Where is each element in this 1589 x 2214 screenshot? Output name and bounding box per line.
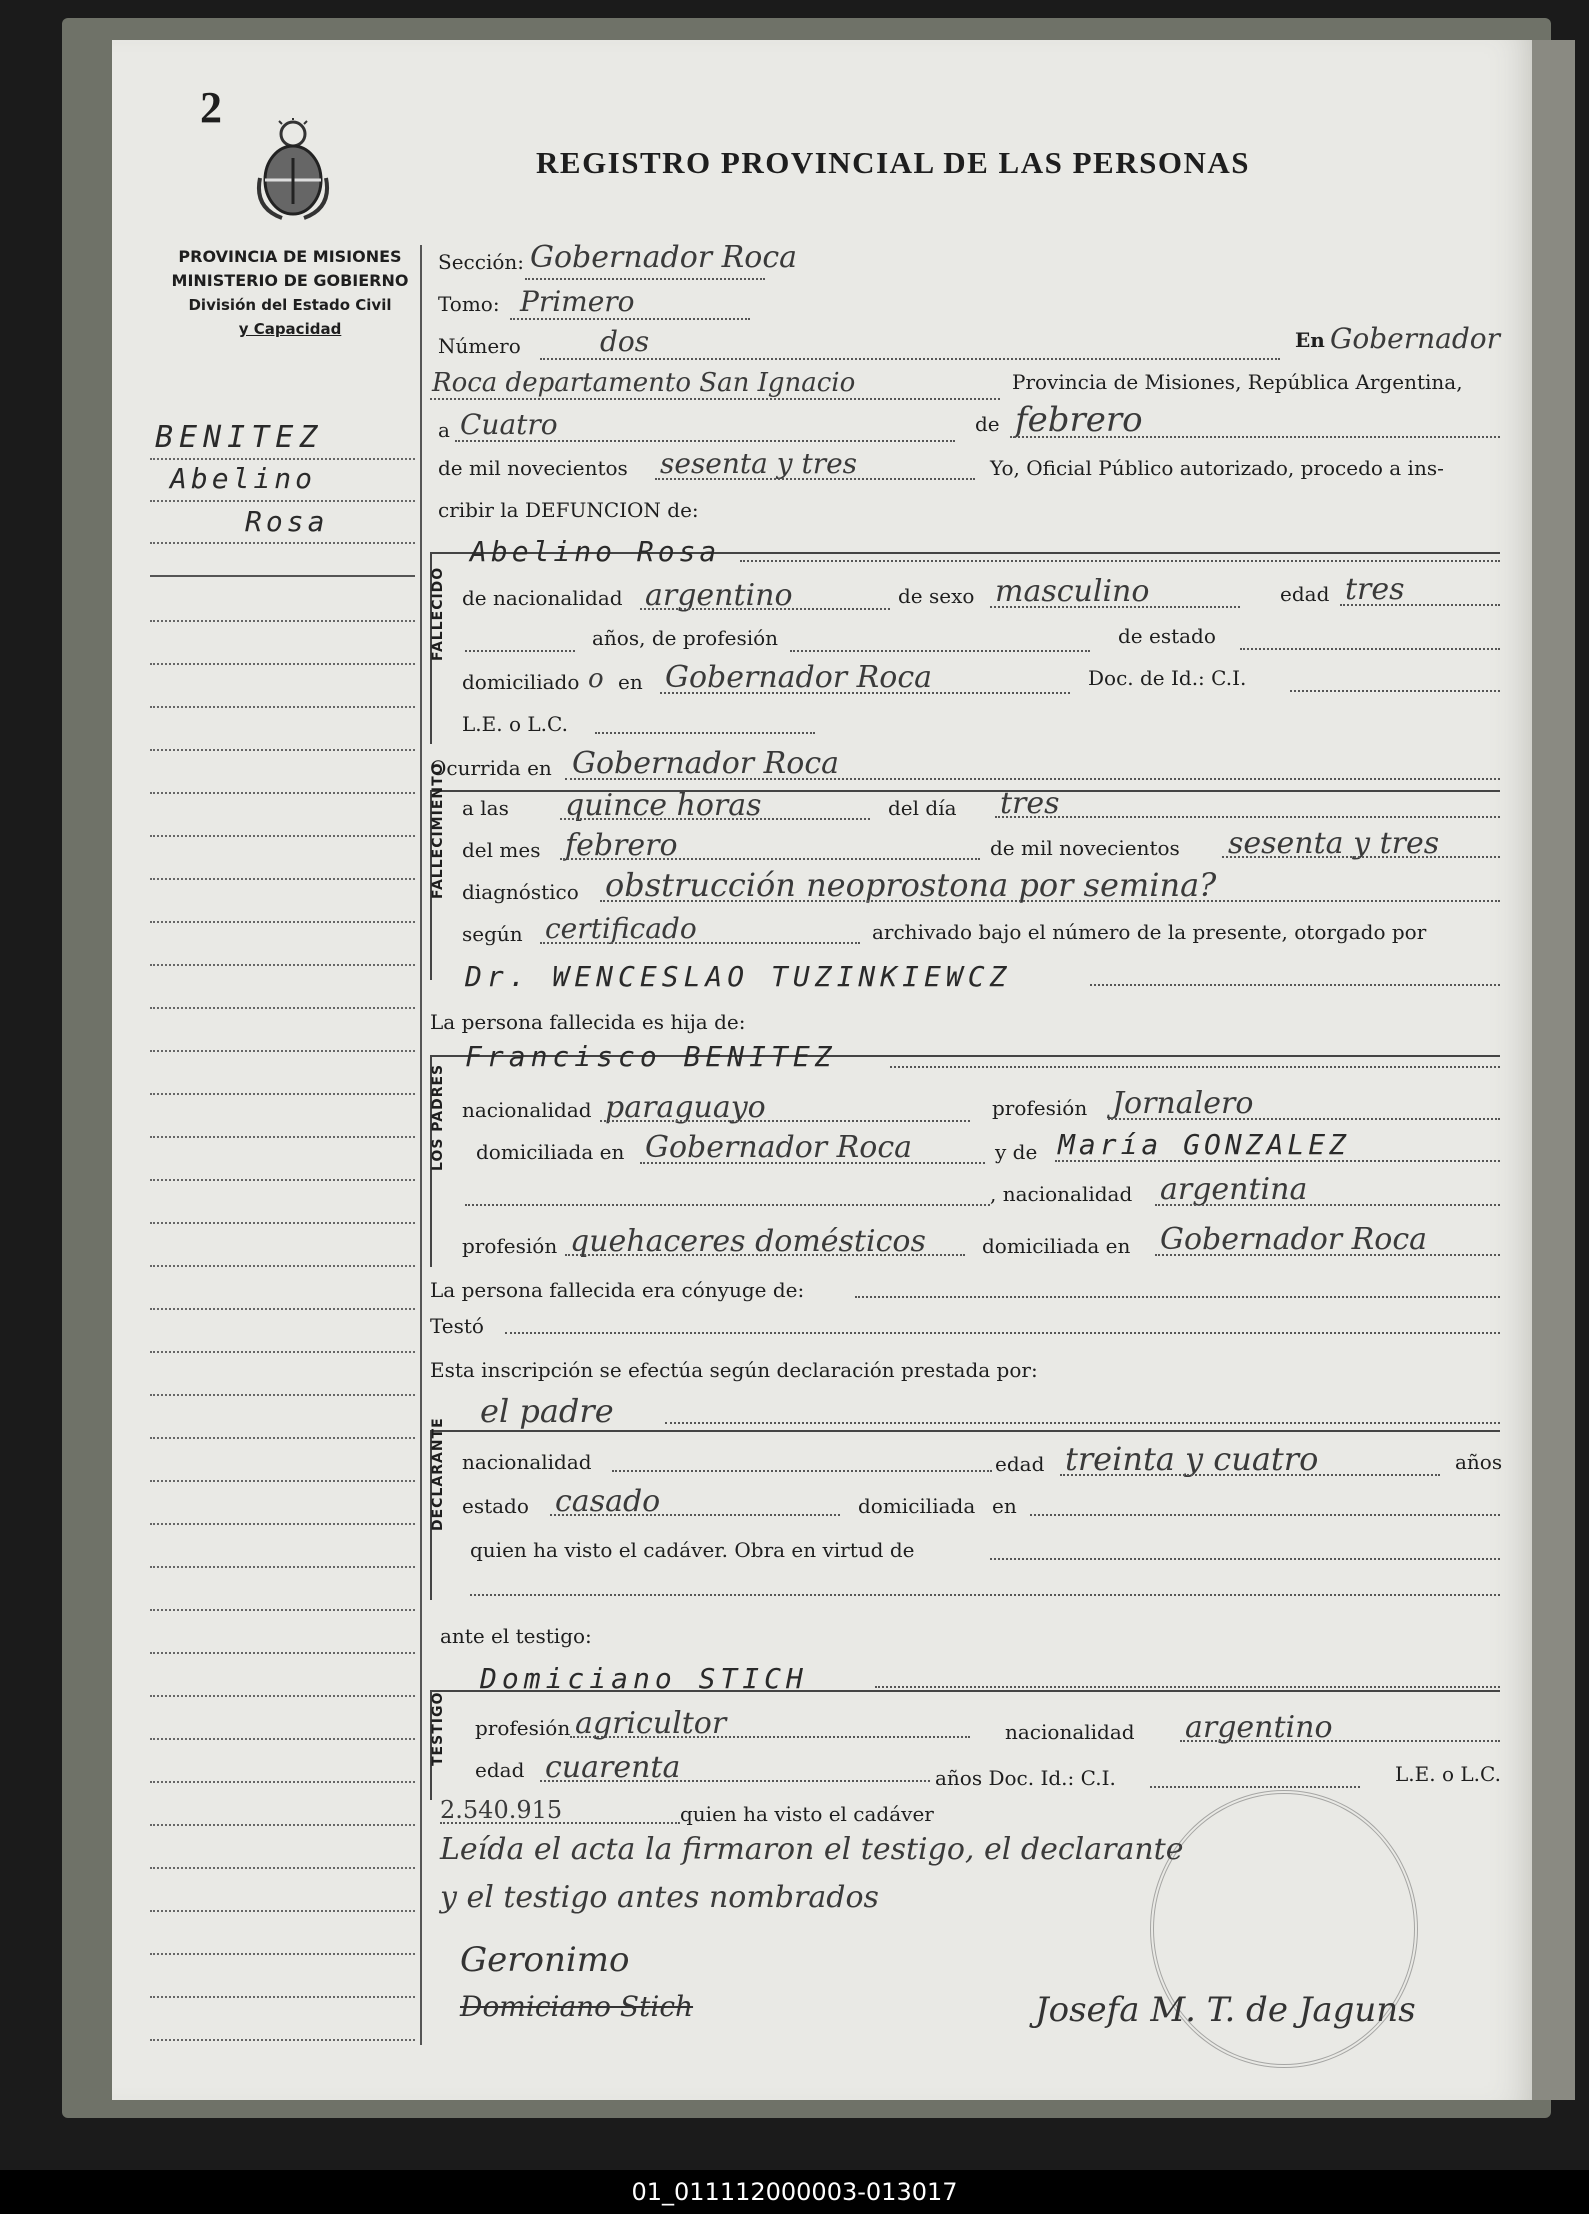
document-title: REGISTRO PROVINCIAL DE LAS PERSONAS <box>536 145 1250 180</box>
fallecido-edad-value: tres <box>1345 572 1405 607</box>
margin-line <box>150 542 415 544</box>
margin-line <box>150 1007 415 1009</box>
fallecimiento-dia-line <box>995 816 1500 818</box>
padre-domic-line <box>640 1162 985 1164</box>
closing-line-2: y el testigo antes nombrados <box>440 1880 879 1915</box>
margin-surname: BENITEZ <box>155 420 324 455</box>
declarante-estado-value: casado <box>555 1484 661 1519</box>
fallecido-prof-line <box>790 650 1090 652</box>
margin-line <box>150 835 415 837</box>
margin-line <box>150 1136 415 1138</box>
declarante-nac-label: nacionalidad <box>462 1450 592 1474</box>
margin-line <box>150 1781 415 1783</box>
declarante-domic-line <box>1030 1514 1500 1516</box>
margin-line <box>150 2039 415 2041</box>
ministry-header <box>160 245 420 341</box>
testo-line <box>505 1332 1500 1334</box>
seccion-value: Gobernador Roca <box>530 240 798 275</box>
conyuge-line <box>855 1296 1500 1298</box>
en-value: Gobernador <box>1330 322 1500 355</box>
fallecido-name-line <box>740 560 1500 562</box>
testigo-nac-value: argentino <box>1185 1710 1333 1745</box>
margin-given-1: Abelino <box>170 462 317 495</box>
fallecido-anios-line <box>465 650 575 652</box>
margin-line <box>150 1050 415 1052</box>
ocurrida-label: Ocurrida en <box>430 756 552 780</box>
fallecido-edad-line <box>1340 604 1500 606</box>
declarante-name-line <box>665 1422 1500 1424</box>
margin-line <box>150 792 415 794</box>
fallecimiento-mes-line <box>560 858 980 860</box>
ministry-line-2: MINISTERIO DE GOBIERNO <box>171 271 409 290</box>
declarante-domic-label: domiciliada <box>858 1494 976 1518</box>
book-spine <box>1530 40 1575 2100</box>
mes-line <box>1010 436 1500 438</box>
fallecido-side-label <box>430 635 446 661</box>
declarante-extra-line <box>470 1594 1500 1596</box>
declarante-estado-line <box>550 1514 840 1516</box>
fallecido-nac-line <box>640 608 890 610</box>
madre-name-line <box>1055 1160 1500 1162</box>
margin-line <box>150 1953 415 1955</box>
fallecimiento-diag-label: diagnóstico <box>462 880 579 904</box>
testigo-doc-label: años Doc. Id.: C.I. <box>935 1766 1116 1790</box>
madre-prof-value: quehaceres domésticos <box>570 1224 926 1259</box>
margin-given-2: Rosa <box>245 505 329 538</box>
de-label: de <box>975 412 1000 436</box>
testigo-prof-value: agricultor <box>575 1706 727 1741</box>
margin-line <box>150 749 415 751</box>
madre-prof-line <box>565 1254 965 1256</box>
padre-nac-line <box>600 1120 970 1122</box>
testo-label: Testó <box>430 1314 484 1338</box>
margin-line <box>150 706 415 708</box>
place-value: Roca departamento San Ignacio <box>432 368 856 398</box>
margin-line <box>150 1351 415 1353</box>
margin-rule <box>420 245 422 2045</box>
padre-nac-value: paraguayo <box>605 1090 766 1125</box>
testigo-nac-label: nacionalidad <box>1005 1720 1135 1744</box>
declarante-visto-line <box>990 1558 1500 1560</box>
testigo-doc-value: 2.540.915 <box>440 1796 563 1824</box>
fallecido-name: Abelino Rosa <box>470 535 721 568</box>
declarante-anios-label: años <box>1455 1450 1503 1474</box>
fallecimiento-alas-label: a las <box>462 796 509 820</box>
fallecido-domic-o: o <box>588 664 604 694</box>
margin-line <box>150 1480 415 1482</box>
madre-name: María GONZALEZ <box>1058 1128 1351 1161</box>
declarante-name: el padre <box>480 1392 614 1430</box>
margin-line <box>150 1523 415 1525</box>
testigo-name-line <box>875 1686 1500 1688</box>
testigo-edad-value: cuarenta <box>545 1750 681 1785</box>
closing-line-1: Leída el acta la firmaron el testigo, el declarante <box>440 1832 1184 1867</box>
fallecimiento-doctor: Dr. WENCESLAO TUZINKIEWCZ <box>465 960 1012 993</box>
declarante-side-label <box>430 1505 446 1531</box>
margin-line <box>150 620 415 622</box>
place-line <box>430 398 1000 400</box>
declarante-estado-label: estado <box>462 1494 529 1518</box>
declarante-edad-line <box>1060 1474 1440 1476</box>
fallecimiento-segun-value: certificado <box>545 912 697 945</box>
inscribir-text: cribir la DEFUNCION de: <box>438 498 699 522</box>
margin-line <box>150 500 415 502</box>
padre-name-line <box>890 1066 1500 1068</box>
dia-value: Cuatro <box>460 408 558 441</box>
testigo-nac-line <box>1180 1740 1500 1742</box>
fallecimiento-alas-line <box>560 818 870 820</box>
margin-line <box>150 1652 415 1654</box>
fallecimiento-doctor-line <box>1090 984 1500 986</box>
testigo-edad-line <box>540 1780 930 1782</box>
fallecido-le-label: L.E. o L.C. <box>462 712 568 736</box>
padres-yde-label: y de <box>995 1140 1038 1164</box>
testigo-name: Domiciano STICH <box>480 1662 808 1695</box>
fallecido-domic-line <box>660 692 1070 694</box>
fallecimiento-mes-value: febrero <box>565 828 678 863</box>
fallecido-domic-en: en <box>618 670 643 694</box>
madre-nac-line <box>1155 1204 1500 1206</box>
signature-1: Geronimo <box>460 1940 630 1980</box>
madre-prof-label: profesión <box>462 1234 558 1258</box>
fallecimiento-diag-value: obstrucción neoprostona por semina? <box>605 866 1217 904</box>
testigo-prof-line <box>570 1736 970 1738</box>
madre-nac-value: argentina <box>1160 1172 1308 1207</box>
fallecimiento-alas-value: quince horas <box>565 788 762 823</box>
margin-line <box>150 1394 415 1396</box>
declarante-top-rule <box>430 1430 1500 1432</box>
fallecimiento-segun-line <box>540 942 860 944</box>
seccion-line <box>525 278 765 280</box>
margin-line <box>150 1867 415 1869</box>
tomo-value: Primero <box>520 285 635 318</box>
tomo-line <box>510 318 750 320</box>
fallecido-domic-value: Gobernador Roca <box>665 660 933 695</box>
margin-line <box>150 1695 415 1697</box>
anio-value: sesenta y tres <box>660 447 858 480</box>
padre-prof-value: Jornalero <box>1112 1086 1254 1121</box>
padre-nac-label: nacionalidad <box>462 1098 592 1122</box>
fallecido-domic-label: domiciliado <box>462 670 580 694</box>
margin-line <box>150 1093 415 1095</box>
ocurrida-line <box>565 778 1500 780</box>
margin-line <box>150 1308 415 1310</box>
fallecido-sexo-value: masculino <box>995 574 1150 609</box>
margin-line <box>150 575 415 577</box>
fallecido-sexo-label: de sexo <box>898 584 975 608</box>
margin-line <box>150 1609 415 1611</box>
margin-line <box>150 458 415 460</box>
padres-side-label <box>430 1145 446 1171</box>
testigo-prof-label: profesión <box>475 1716 571 1740</box>
margin-line <box>150 1265 415 1267</box>
fallecido-doc-line <box>1290 690 1500 692</box>
fallecido-doc-label: Doc. de Id.: C.I. <box>1088 666 1247 690</box>
declarante-visto-text: quien ha visto el cadáver. Obra en virtud de <box>470 1538 915 1562</box>
fallecimiento-mes-label: del mes <box>462 838 541 862</box>
declarante-edad-value: treinta y cuatro <box>1065 1440 1319 1478</box>
seccion-label: Sección: <box>438 250 524 274</box>
fallecimiento-dia-label: del día <box>888 796 957 820</box>
numero-label: Número <box>438 334 521 358</box>
dia-line <box>455 440 955 442</box>
fallecido-sexo-line <box>990 606 1240 608</box>
coat-of-arms-icon <box>252 118 334 226</box>
madre-domic-line <box>1155 1254 1500 1256</box>
margin-line <box>150 1437 415 1439</box>
padres-intro: La persona fallecida es hija de: <box>430 1010 746 1034</box>
provincia-text: Provincia de Misiones, República Argentina, <box>1012 370 1463 394</box>
margin-line <box>150 1222 415 1224</box>
madre-domic-label: domiciliada en <box>982 1234 1131 1258</box>
fallecimiento-segun-label: según <box>462 922 523 946</box>
padre-name: Francisco BENITEZ <box>465 1040 837 1073</box>
numero-line <box>540 358 1280 360</box>
oficial-text: Yo, Oficial Público autorizado, procedo a ins- <box>990 456 1444 480</box>
declaracion-label: Esta inscripción se efectúa según declaración prestada por: <box>430 1358 1038 1382</box>
fallecimiento-archivado-text: archivado bajo el número de la presente, otorgado por <box>872 920 1427 944</box>
margin-line <box>150 1738 415 1740</box>
margin-line <box>150 663 415 665</box>
padre-domic-label: domiciliada en <box>476 1140 625 1164</box>
fallecimiento-side-label <box>430 873 446 899</box>
testigo-doc-line <box>1150 1786 1360 1788</box>
padre-prof-label: profesión <box>992 1096 1088 1120</box>
testigo-edad-label: edad <box>475 1758 525 1782</box>
margin-line <box>150 921 415 923</box>
declarante-nac-line <box>612 1470 992 1472</box>
fallecimiento-diag-line <box>600 900 1500 902</box>
fallecido-nac-label: de nacionalidad <box>462 586 623 610</box>
margin-line <box>150 1179 415 1181</box>
fallecimiento-anio-line <box>1222 856 1500 858</box>
signature-3: Josefa M. T. de Jaguns <box>1035 1990 1416 2030</box>
fallecimiento-anio-value: sesenta y tres <box>1228 826 1440 861</box>
a-label: a <box>438 418 450 442</box>
mes-value: febrero <box>1015 400 1143 440</box>
conyuge-label: La persona fallecida era cónyuge de: <box>430 1278 805 1302</box>
padre-prof-line <box>1108 1118 1500 1120</box>
madre-domic-value: Gobernador Roca <box>1160 1222 1428 1257</box>
testigo-le-label: L.E. o L.C. <box>1395 1762 1501 1786</box>
fallecido-le-line <box>595 732 815 734</box>
fallecimiento-dia-value: tres <box>1000 786 1060 821</box>
footer-id: 01_011112000003-013017 <box>0 2170 1589 2214</box>
fallecimiento-anio-label: de mil novecientos <box>990 836 1180 860</box>
ocurrida-value: Gobernador Roca <box>572 746 840 781</box>
madre-blank-line <box>465 1204 990 1206</box>
margin-line <box>150 878 415 880</box>
testigo-side-label <box>430 1740 446 1766</box>
ministry-line-4: y Capacidad <box>238 320 342 338</box>
anio-line <box>655 478 975 480</box>
declarante-edad-label: edad <box>995 1452 1045 1476</box>
ministry-line-1: PROVINCIA DE MISIONES <box>178 247 402 266</box>
signature-2: Domiciano Stich <box>460 1990 694 2023</box>
fallecido-estado-label: de estado <box>1118 624 1216 648</box>
padre-domic-value: Gobernador Roca <box>645 1130 913 1165</box>
fallecido-estado-line <box>1240 648 1500 650</box>
testigo-visto-text: quien ha visto el cadáver <box>680 1802 934 1826</box>
anio-prefix: de mil novecientos <box>438 456 628 480</box>
margin-line <box>150 1910 415 1912</box>
fallecido-nac-value: argentino <box>645 578 793 613</box>
ministry-line-3: División del Estado Civil <box>188 296 392 314</box>
declarante-domic-en: en <box>992 1494 1017 1518</box>
tomo-label: Tomo: <box>438 292 500 316</box>
margin-line <box>150 1566 415 1568</box>
fallecido-anios-label: años, de profesión <box>592 626 779 650</box>
numero-value: dos <box>600 325 650 358</box>
margin-line <box>150 1824 415 1826</box>
madre-nac-label: , nacionalidad <box>990 1182 1133 1206</box>
margin-line <box>150 964 415 966</box>
margin-line <box>150 1996 415 1998</box>
testigo-doc-value-line <box>440 1822 680 1824</box>
fallecido-edad-label: edad <box>1280 582 1330 606</box>
page-number: 2 <box>200 83 222 132</box>
en-label: En <box>1295 328 1325 352</box>
testigo-intro: ante el testigo: <box>440 1624 592 1648</box>
